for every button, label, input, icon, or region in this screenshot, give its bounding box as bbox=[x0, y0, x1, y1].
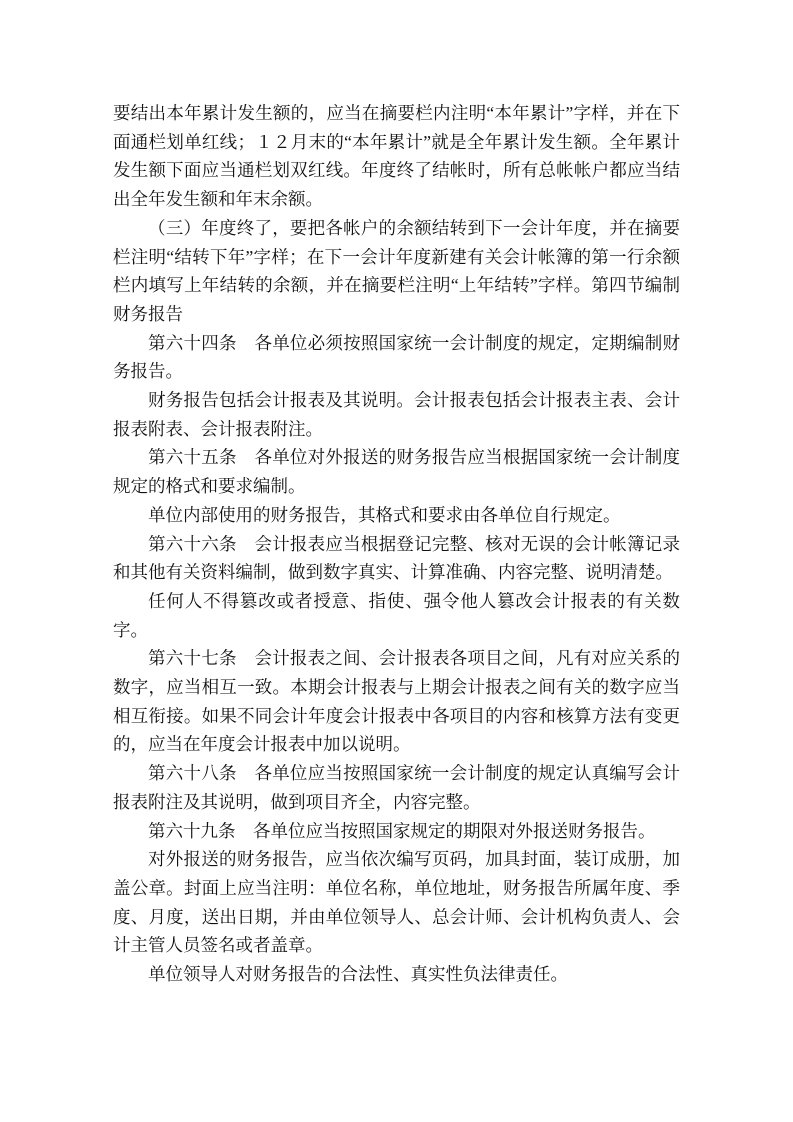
paragraph: 要结出本年累计发生额的，应当在摘要栏内注明“本年累计”字样，并在下面通栏划单红线；１２月末的“本年累计”就是全年累计发生额。全年累计发生额下面应当通栏划双红线。年度终了结帐时，所有总帐帐户都应当结出全年发生额和年末余额。 bbox=[113, 103, 680, 210]
paragraph: 第六十七条 会计报表之间、会计报表各项目之间，凡有对应关系的数字，应当相互一致。本期会计报表与上期会计报表之间有关的数字应当相互衔接。如果不同会计年度会计报表中各项目的内容和核算方法有变更的，应当在年度会计报表中加以说明。 bbox=[113, 648, 680, 755]
paragraph: 财务报告包括会计报表及其说明。会计报表包括会计报表主表、会计报表附表、会计报表附注。 bbox=[113, 390, 680, 439]
document-body bbox=[113, 99, 680, 989]
paragraph: 第六十四条 各单位必须按照国家统一会计制度的规定，定期编制财务报告。 bbox=[113, 332, 680, 382]
paragraph: 单位内部使用的财务报告，其格式和要求由各单位自行规定。 bbox=[148, 504, 621, 525]
paragraph: 单位领导人对财务报告的合法性、真实性负法律责任。 bbox=[148, 964, 568, 985]
paragraph: 第六十八条 各单位应当按照国家统一会计制度的规定认真编写会计报表附注及其说明，做到项目齐全，内容完整。 bbox=[113, 763, 680, 812]
paragraph: 第六十六条 会计报表应当根据登记完整、核对无误的会计帐簿记录和其他有关资料编制，做到数字真实、计算准确、内容完整、说明清楚。 bbox=[113, 533, 680, 583]
paragraph: 任何人不得篡改或者授意、指使、强令他人篡改会计报表的有关数字。 bbox=[113, 590, 680, 640]
paragraph: （三）年度终了，要把各帐户的余额结转到下一会计年度，并在摘要栏注明“结转下年”字样；在下一会计年度新建有关会计帐簿的第一行余额栏内填写上年结转的余额，并在摘要栏注明“上年结转”字样。第四节编制财务报告 bbox=[113, 217, 680, 324]
paragraph: 对外报送的财务报告，应当依次编写页码，加具封面，装订成册，加盖公章。封面上应当注明：单位名称，单位地址，财务报告所属年度、季度、月度，送出日期，并由单位领导人、总会计师、会计机构负责人、会计主管人员签名或者盖章。 bbox=[113, 849, 680, 956]
paragraph: 第六十五条 各单位对外报送的财务报告应当根据国家统一会计制度规定的格式和要求编制。 bbox=[113, 447, 680, 497]
paragraph: 第六十九条 各单位应当按照国家规定的期限对外报送财务报告。 bbox=[148, 820, 656, 841]
